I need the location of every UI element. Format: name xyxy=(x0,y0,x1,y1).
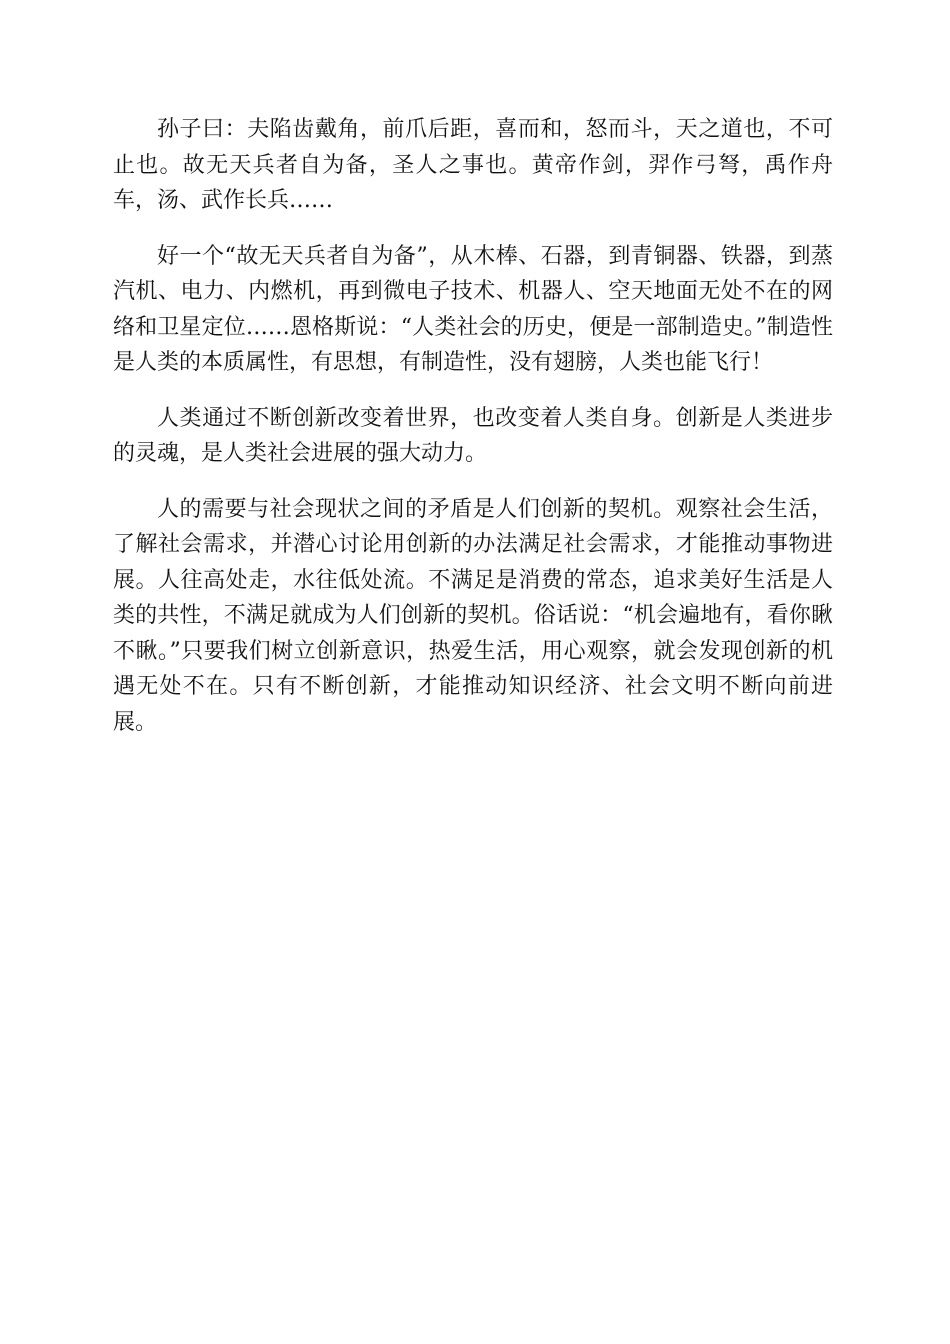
document-body xyxy=(113,112,833,760)
paragraph-4: 人的需要与社会现状之间的矛盾是人们创新的契机。观察社会生活，了解社会需求，并潜心讨论用创新的办法满足社会需求，才能推动事物进展。人往高处走，水往低处流。不满足是消费的常态，追求美好生活是人类的共性，不满足就成为人们创新的契机。俗话说：“机会遍地有，看你瞅不瞅。”只要我们树立创新意识，热爱生活，用心观察，就会发现创新的机遇无处不在。只有不断创新，才能推动知识经济、社会文明不断向前进展。 xyxy=(113,496,833,735)
paragraph-2: 好一个“故无天兵者自为备”，从木棒、石器，到青铜器、铁器，到蒸汽机、电力、内燃机，再到微电子技术、机器人、空天地面无处不在的网络和卫星定位……恩格斯说：“人类社会的历史，便是一部制造史。”制造性是人类的本质属性，有思想，有制造性，没有翅膀，人类也能飞行！ xyxy=(113,243,833,375)
paragraph-3: 人类通过不断创新改变着世界，也改变着人类自身。创新是人类进步的灵魂，是人类社会进展的强大动力。 xyxy=(113,405,833,466)
paragraph-1: 孙子曰：夫陷齿戴角，前爪后距，喜而和，怒而斗，天之道也，不可止也。故无天兵者自为备，圣人之事也。黄帝作剑，羿作弓弩，禹作舟车，汤、武作长兵…… xyxy=(113,117,833,213)
